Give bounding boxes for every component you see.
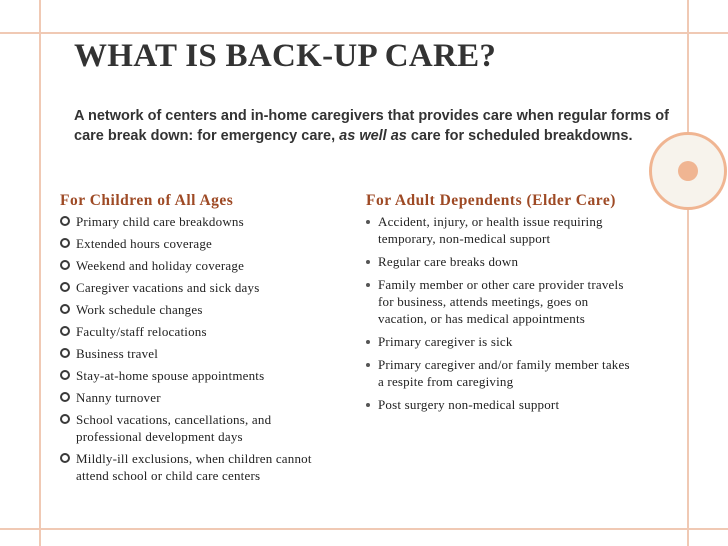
dot-bullet-icon [366,220,370,224]
frame-line-left [39,0,41,546]
list-item-text: Primary caregiver and/or family member takes a respite from caregiving [378,357,630,389]
list-item-text: Work schedule changes [76,302,203,317]
dot-bullet-icon [366,363,370,367]
list-item [60,235,318,252]
list-item [60,301,318,318]
children-column [60,191,318,489]
intro-text [74,106,674,146]
list-item-text: Weekend and holiday coverage [76,258,245,273]
list-item-text: Primary child care breakdowns [76,214,244,229]
dot-bullet-icon [366,340,370,344]
adult-list [366,213,636,413]
ring-bullet-icon [60,392,70,402]
adult-column [366,191,636,419]
ring-bullet-icon [60,414,70,424]
list-item-text: Stay-at-home spouse appointments [76,368,265,383]
dot-bullet-icon [366,403,370,407]
children-list [60,213,318,484]
list-item [366,333,636,350]
ring-bullet-icon [60,282,70,292]
list-item-text: School vacations, cancellations, and professional development days [76,412,272,444]
list-item-text: Business travel [76,346,159,361]
ring-bullet-icon [60,453,70,463]
children-heading: For Children of All Ages [60,192,234,209]
list-item-text: Extended hours coverage [76,236,212,251]
frame-line-bottom [0,528,728,530]
list-item [60,213,318,230]
list-item [60,345,318,362]
ring-bullet-icon [60,370,70,380]
list-item [60,257,318,274]
adult-heading-text: For Adult Dependents (Elder Care) [366,192,616,209]
list-item-text: Mildly-ill exclusions, when children cannot attend school or child care centers [76,451,312,483]
frame-line-right [687,0,689,546]
ring-bullet-icon [60,348,70,358]
ring-bullet-icon [60,326,70,336]
list-item-text: Primary caregiver is sick [378,334,513,349]
list-item-text: Family member or other care provider travels for business, attends meetings, goes on vacation, or has medical appointments [378,277,624,326]
list-item-text: Accident, injury, or health issue requiring temporary, non-medical support [378,214,603,246]
list-item [366,356,636,390]
ring-bullet-icon [60,260,70,270]
intro-text-part1: A network of centers and in-home caregivers that provides care when regular forms of care break down: for emergency care, [74,108,669,144]
list-item [366,253,636,270]
list-item [366,396,636,413]
list-item [60,279,318,296]
ring-bullet-icon [60,304,70,314]
slide-title: WHAT IS BACK-UP CARE? [74,38,497,74]
intro-text-part2: care for scheduled breakdowns. [406,128,633,144]
list-item-text: Caregiver vacations and sick days [76,280,260,295]
list-item [60,323,318,340]
list-item [366,213,636,247]
list-item-text: Faculty/staff relocations [76,324,207,339]
list-item-text: Post surgery non-medical support [378,397,560,412]
list-item [366,276,636,327]
list-item-text: Nanny turnover [76,390,161,405]
list-item-text: Regular care breaks down [378,254,519,269]
ring-bullet-icon [60,238,70,248]
ring-bullet-icon [60,216,70,226]
decorative-dot [678,161,698,181]
list-item [60,389,318,406]
list-item [60,450,318,484]
adult-heading [366,191,636,210]
frame-line-top [0,32,728,34]
intro-text-emphasis: as well as [339,128,407,144]
dot-bullet-icon [366,260,370,264]
dot-bullet-icon [366,283,370,287]
list-item [60,367,318,384]
list-item [60,411,318,445]
